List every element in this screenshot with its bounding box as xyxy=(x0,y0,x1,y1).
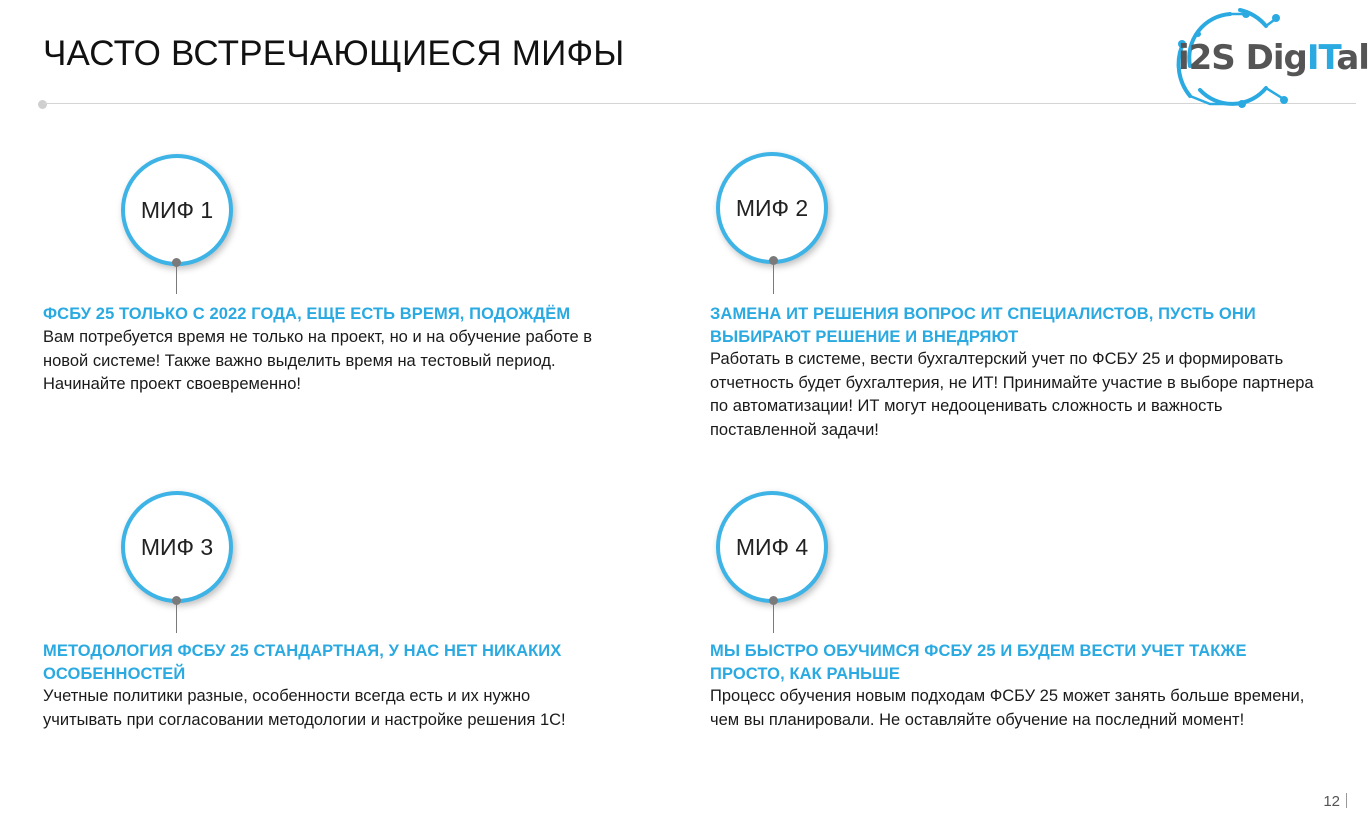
myth-1-connector-dot xyxy=(172,258,181,267)
page-number: 12 xyxy=(1323,793,1347,810)
logo-text-main: i2S Dig xyxy=(1178,38,1307,78)
logo-text-accent: IT xyxy=(1306,38,1337,78)
myth-4-circle: МИФ 4 xyxy=(716,491,828,603)
myth-1-body: Вам потребуется время не только на проект, но и на обучение работе в новой системе! Также важно выделить время на тестовый период. Начинайте проект своевременно! xyxy=(43,328,593,393)
myth-2-circle: МИФ 2 xyxy=(716,152,828,264)
logo-text-end: al xyxy=(1336,38,1369,78)
page-title: ЧАСТО ВСТРЕЧАЮЩИЕСЯ МИФЫ xyxy=(43,34,625,73)
myth-3-circle: МИФ 3 xyxy=(121,491,233,603)
myth-3-connector xyxy=(176,601,177,633)
myth-4-connector-dot xyxy=(769,596,778,605)
myth-2-body: Работать в системе, вести бухгалтерский учет по ФСБУ 25 и формировать отчетность будет бухгалтерия, не ИТ! Принимайте участие в выборе партнера по автоматизации! ИТ могут недооценивать сложность и важность поставленной задачи! xyxy=(710,350,1314,439)
myth-3-heading: МЕТОДОЛОГИЯ ФСБУ 25 СТАНДАРТНАЯ, У НАС НЕТ НИКАКИХ ОСОБЕННОСТЕЙ xyxy=(43,642,562,683)
header-rule xyxy=(43,103,1356,104)
myth-3-connector-dot xyxy=(172,596,181,605)
myth-4-heading: МЫ БЫСТРО ОБУЧИМСЯ ФСБУ 25 И БУДЕМ ВЕСТИ УЧЕТ ТАКЖЕ ПРОСТО, КАК РАНЬШЕ xyxy=(710,642,1247,683)
myth-2-connector-dot xyxy=(769,256,778,265)
myth-4-body: Процесс обучения новым подходам ФСБУ 25 может занять больше времени, чем вы планировали. Не оставляйте обучение на последний момент! xyxy=(710,687,1305,729)
myth-1-heading: ФСБУ 25 ТОЛЬКО С 2022 ГОДА, ЕЩЕ ЕСТЬ ВРЕМЯ, ПОДОЖДЁМ xyxy=(43,305,571,323)
myth-3-body: Учетные политики разные, особенности всегда есть и их нужно учитывать при согласовании методологии и настройке решения 1С! xyxy=(43,687,566,729)
company-logo xyxy=(1170,6,1369,110)
myth-2-connector xyxy=(773,262,774,294)
header-rule-dot xyxy=(38,100,47,109)
logo-wordmark xyxy=(1178,38,1369,78)
myth-1-circle: МИФ 1 xyxy=(121,154,233,266)
myth-2-heading: ЗАМЕНА ИТ РЕШЕНИЯ ВОПРОС ИТ СПЕЦИАЛИСТОВ, ПУСТЬ ОНИ ВЫБИРАЮТ РЕШЕНИЕ И ВНЕДРЯЮТ xyxy=(710,305,1256,346)
myth-4-connector xyxy=(773,601,774,633)
